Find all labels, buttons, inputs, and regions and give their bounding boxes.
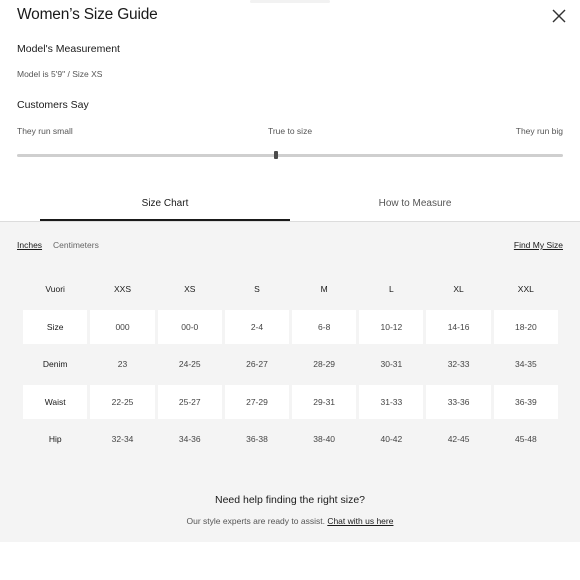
table-cell: 32-34: [111, 434, 134, 445]
size-column-header: S: [254, 284, 260, 295]
table-cell: 34-36: [178, 434, 201, 445]
table-cell: 29-31: [292, 385, 356, 420]
help-title: Need help finding the right size?: [214, 494, 365, 506]
table-cell: 24-25: [178, 359, 201, 370]
row-label-size: Size: [23, 310, 87, 345]
table-cell: 36-38: [246, 434, 268, 445]
fit-label-true: True to size: [267, 126, 313, 136]
size-column-header: XL: [453, 284, 464, 295]
find-my-size-link[interactable]: Find My Size: [513, 240, 563, 250]
help-subtitle: [0, 516, 580, 526]
drag-handle: [250, 0, 330, 3]
table-cell: 34-35: [514, 359, 537, 370]
model-measurement-text: Model is 5'9" / Size XS: [17, 69, 103, 79]
table-cell: 18-20: [494, 310, 558, 345]
table-cell: 33-36: [426, 385, 490, 420]
row-label-denim: Denim: [42, 359, 68, 370]
fit-label-big: They run big: [515, 126, 563, 136]
table-cell: 23: [117, 359, 128, 370]
table-cell: 40-42: [380, 434, 403, 445]
chat-link[interactable]: Chat with us here: [327, 516, 394, 526]
table-cell: 26-27: [246, 359, 268, 370]
fit-scale-track: [17, 154, 563, 157]
tab-size-chart[interactable]: Size Chart: [40, 192, 290, 221]
table-cell: 31-33: [359, 385, 423, 420]
table-cell: 30-31: [380, 359, 403, 370]
table-row: [23, 422, 558, 457]
fit-label-small: They run small: [17, 126, 73, 136]
model-measurement-heading: Model's Measurement: [17, 43, 120, 55]
modal-header: [17, 6, 566, 30]
size-column-header: L: [389, 284, 394, 295]
size-column-header: XXS: [114, 284, 132, 295]
table-cell: 00-0: [158, 310, 222, 345]
table-row: [23, 347, 558, 382]
table-cell: 32-33: [447, 359, 470, 370]
table-cell: 000: [90, 310, 154, 345]
fit-scale-marker: [274, 151, 278, 159]
tab-bar: [0, 192, 580, 222]
table-corner-label: Vuori: [45, 284, 65, 295]
table-cell: 6-8: [292, 310, 356, 345]
table-cell: 36-39: [494, 385, 558, 420]
table-cell: 28-29: [313, 359, 336, 370]
table-header-row: [23, 272, 558, 307]
size-table: [20, 269, 561, 460]
table-cell: 27-29: [225, 385, 289, 420]
tab-how-to-measure[interactable]: How to Measure: [378, 198, 452, 209]
unit-centimeters-link[interactable]: Centimeters: [53, 240, 99, 250]
unit-inches-link[interactable]: Inches: [17, 240, 43, 250]
table-row: [23, 385, 558, 420]
table-row: [23, 310, 558, 345]
table-cell: 22-25: [90, 385, 154, 420]
table-cell: 10-12: [359, 310, 423, 345]
size-column-header: XS: [184, 284, 196, 295]
table-cell: 38-40: [313, 434, 336, 445]
table-cell: 42-45: [447, 434, 470, 445]
help-text: Our style experts are ready to assist.: [186, 516, 325, 526]
row-label-waist: Waist: [23, 385, 87, 420]
row-label-hip: Hip: [48, 434, 62, 445]
close-icon: [552, 9, 566, 23]
size-column-header: M: [320, 284, 328, 295]
page-title: Women’s Size Guide: [17, 6, 158, 23]
table-cell: 45-48: [514, 434, 537, 445]
customers-say-heading: Customers Say: [17, 99, 89, 111]
help-panel: [0, 474, 580, 542]
close-button[interactable]: [552, 9, 566, 23]
table-cell: 2-4: [225, 310, 289, 345]
size-column-header: XXL: [517, 284, 534, 295]
table-cell: 25-27: [158, 385, 222, 420]
table-cell: 14-16: [426, 310, 490, 345]
